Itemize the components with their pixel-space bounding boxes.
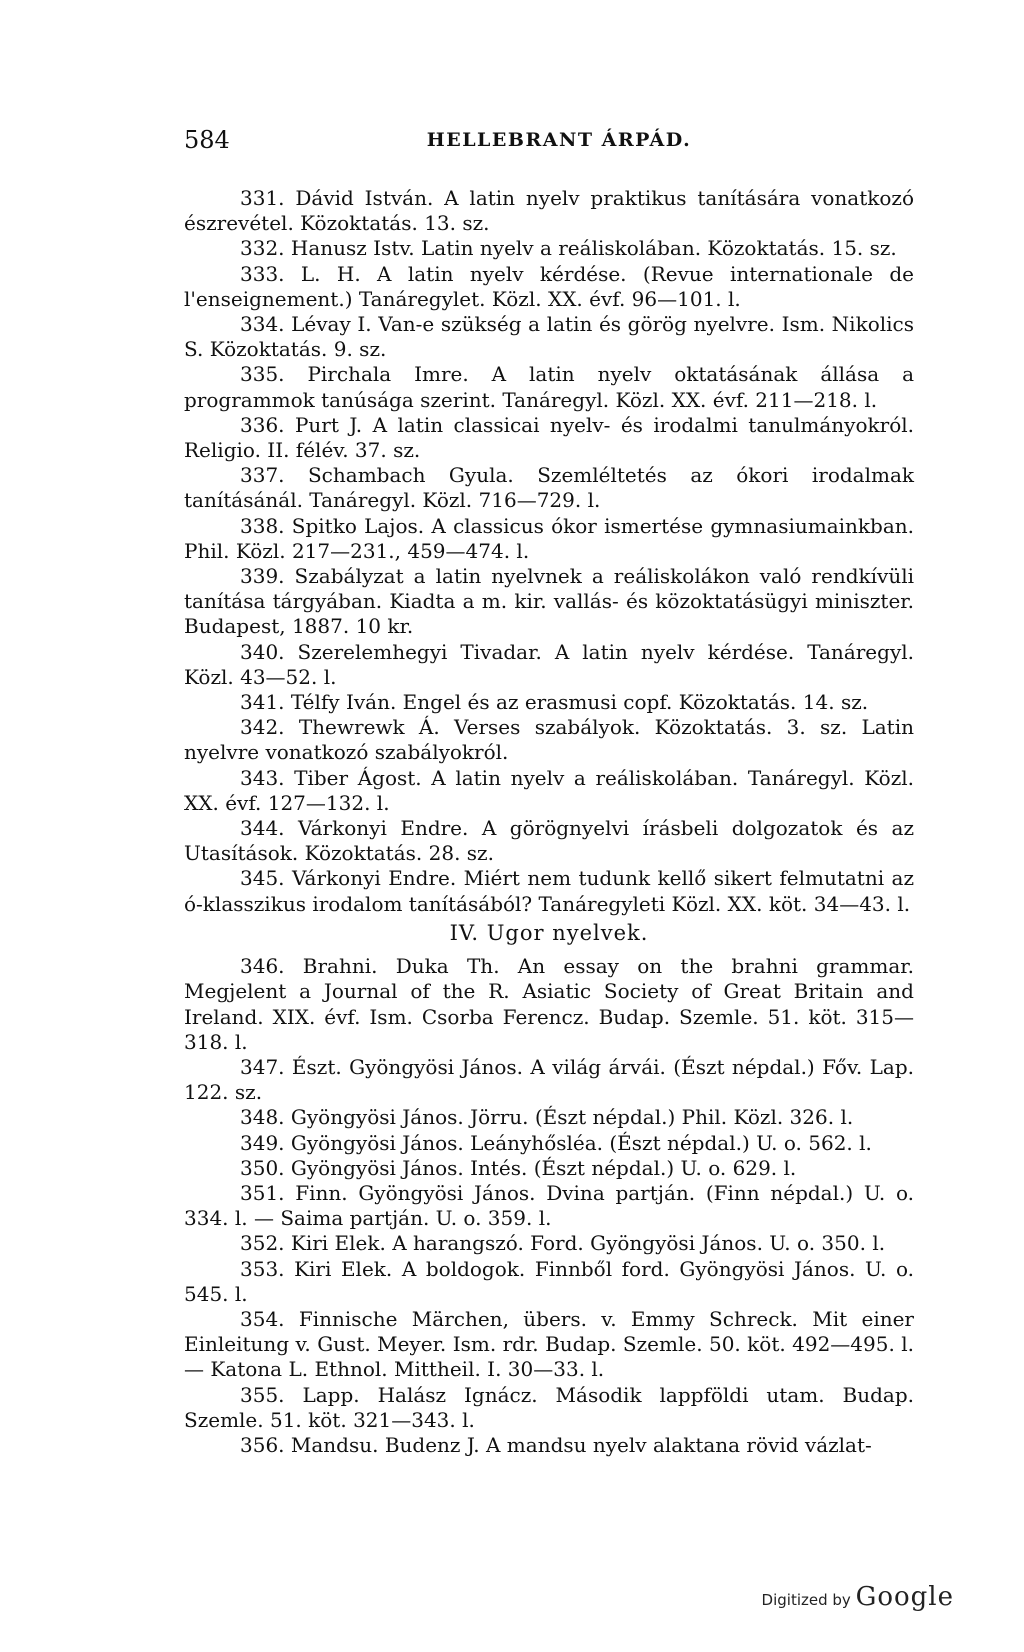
bibliography-entry: 347. Észt. Gyöngyösi János. A világ árvái. (Észt népdal.) Főv. Lap. 122. sz. bbox=[184, 1054, 914, 1105]
digitized-by-label: Digitized by bbox=[761, 1591, 851, 1609]
page-header bbox=[184, 126, 934, 156]
bibliography-entry: 334. Lévay I. Van-e szükség a latin és görög nyelvre. Ism. Nikolics S. Közoktatás. 9. sz. bbox=[184, 312, 914, 362]
bibliography-entry: 338. Spitko Lajos. A classicus ókor ismertése gymnasiumainkban. Phil. Közl. 217—231., 459—474. l. bbox=[184, 513, 914, 563]
bibliography-entry: 353. Kiri Elek. A boldogok. Finnből ford. Gyöngyösi János. U. o. 545. l. bbox=[184, 1256, 914, 1306]
bibliography-entry: 343. Tiber Ágost. A latin nyelv a reáliskolában. Tanáregyl. Közl. XX. évf. 127—132. l. bbox=[184, 765, 914, 815]
bibliography-entry: 333. L. H. A latin nyelv kérdése. (Revue internationale de l'enseignement.) Tanáregylet. Közl. XX. évf. 96—101. l. bbox=[184, 261, 914, 311]
bibliography-entry: 349. Gyöngyösi János. Leányhősléa. (Észt népdal.) U. o. 562. l. bbox=[240, 1130, 872, 1155]
bibliography-entry: 346. Brahni. Duka Th. An essay on the brahni grammar. Megjelent a Journal of the R. Asiatic Society of Great Britain and Ireland. XIX. évf. Ism. Csorba Ferencz. Budap. Szemle. 51. köt. 315—318. l. bbox=[184, 954, 914, 1054]
bibliography-entry: 354. Finnische Märchen, übers. v. Emmy Schreck. Mit einer Einleitung v. Gust. Meyer. Ism. rdr. Budap. Szemle. 50. köt. 492—495. l. — Katona L. Ethnol. Mittheil. I. 30—33. l. bbox=[184, 1306, 914, 1382]
bibliography-entry: 335. Pirchala Imre. A latin nyelv oktatásának állása a programmok tanúsága szerint. Tanáregyl. Közl. XX. évf. 211—218. l. bbox=[184, 362, 914, 412]
bibliography-entry: 337. Schambach Gyula. Szemléltetés az ókori irodalmak tanításánál. Tanáregyl. Közl. 716—729. l. bbox=[184, 463, 914, 513]
bibliography-entry: 344. Várkonyi Endre. A görögnyelvi írásbeli dolgozatok és az Utasítások. Közoktatás. 28. sz. bbox=[184, 816, 914, 866]
bibliography-entry: 345. Várkonyi Endre. Miért nem tudunk kellő sikert felmutatni az ó-klasszikus irodalom tanításából? Tanáregyleti Közl. XX. köt. 34—43. l. bbox=[184, 866, 914, 916]
bibliography-entry: 332. Hanusz Istv. Latin nyelv a reáliskolában. Közoktatás. 15. sz. bbox=[240, 236, 897, 261]
bibliography-entry: 331. Dávid István. A latin nyelv praktikus tanítására vonatkozó észrevétel. Közoktatás. 13. sz. bbox=[184, 186, 914, 236]
page-number: 584 bbox=[184, 126, 230, 154]
bibliography-entry: 356. Mandsu. Budenz J. A mandsu nyelv alaktana rövid vázlat- bbox=[240, 1432, 872, 1457]
bibliography-entry: 350. Gyöngyösi János. Intés. (Észt népdal.) U. o. 629. l. bbox=[240, 1155, 797, 1180]
running-head: HELLEBRANT ÁRPÁD. bbox=[426, 129, 692, 151]
bibliography-entry: 342. Thewrewk Á. Verses szabályok. Közoktatás. 3. sz. Latin nyelvre vonatkozó szabályokról. bbox=[184, 715, 914, 765]
bibliography-entry: 355. Lapp. Halász Ignácz. Második lappföldi utam. Budap. Szemle. 51. köt. 321—343. l. bbox=[184, 1382, 914, 1432]
section-heading: IV. Ugor nyelvek. bbox=[449, 920, 649, 945]
bibliography-entry: 348. Gyöngyösi János. Jörru. (Észt népdal.) Phil. Közl. 326. l. bbox=[240, 1105, 854, 1130]
bibliography-entry: 341. Télfy Iván. Engel és az erasmusi copf. Közoktatás. 14. sz. bbox=[240, 690, 869, 715]
bibliography-entry: 352. Kiri Elek. A harangszó. Ford. Gyöngyösi János. U. o. 350. l. bbox=[240, 1231, 886, 1256]
bibliography-body bbox=[184, 186, 914, 1458]
digitization-watermark bbox=[762, 1582, 954, 1612]
google-logo: Google bbox=[855, 1582, 954, 1612]
bibliography-entry: 336. Purt J. A latin classicai nyelv- és irodalmi tanulmányokról. Religio. II. félév. 37. sz. bbox=[184, 412, 914, 463]
bibliography-entry: 351. Finn. Gyöngyösi János. Dvina partján. (Finn népdal.) U. o. 334. l. — Saima partján. U. o. 359. l. bbox=[184, 1180, 914, 1231]
bibliography-entry: 340. Szerelemhegyi Tivadar. A latin nyelv kérdése. Tanáregyl. Közl. 43—52. l. bbox=[184, 639, 914, 689]
bibliography-entry: 339. Szabályzat a latin nyelvnek a reáliskolákon való rendkívüli tanítása tárgyában. Kiadta a m. kir. vallás- és közoktatásügyi miniszter. Budapest, 1887. 10 kr. bbox=[184, 564, 914, 639]
